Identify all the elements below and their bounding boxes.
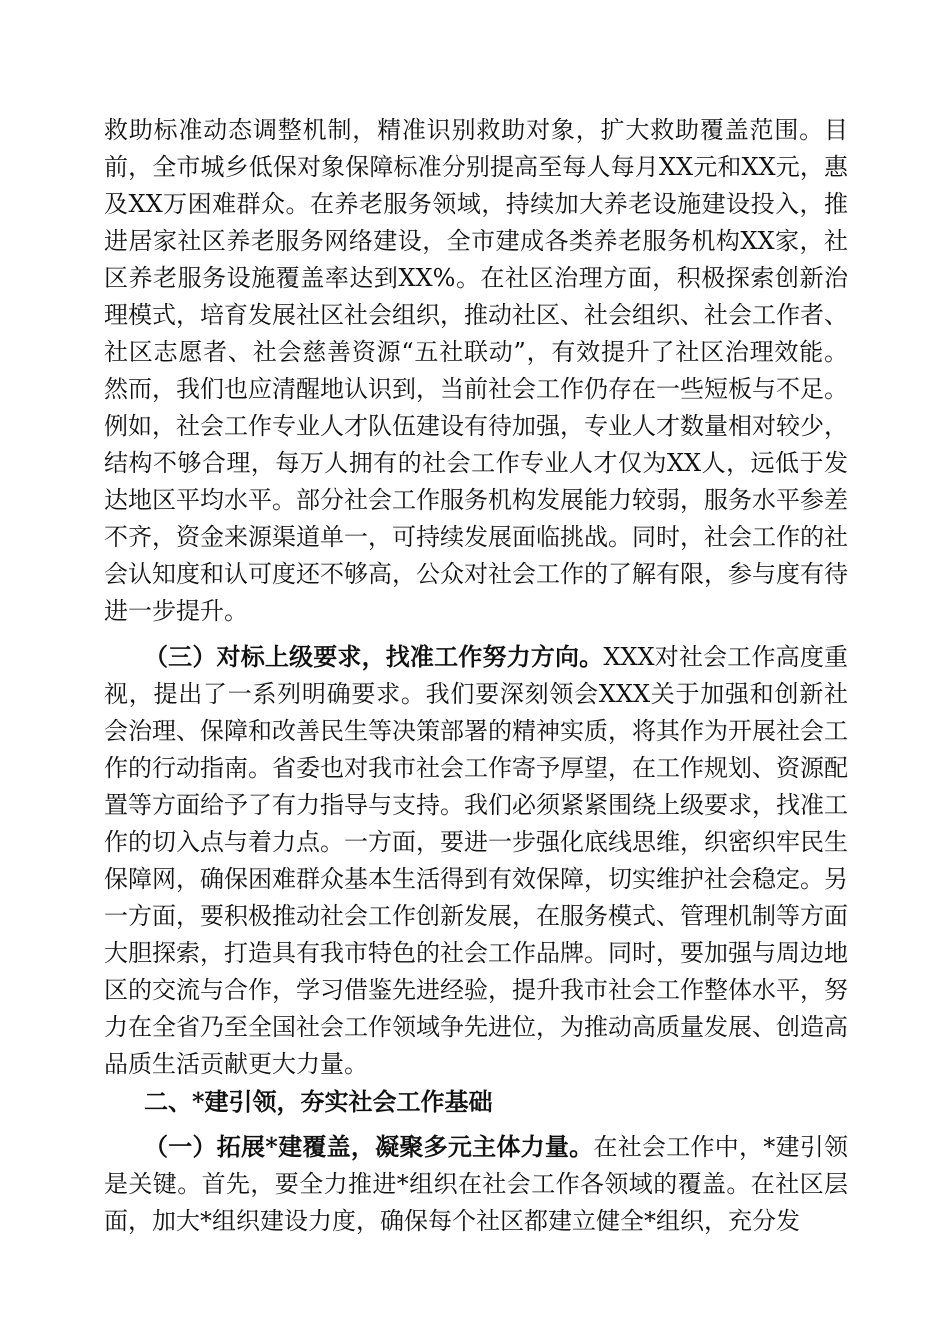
section-1-lead-heading: （一）拓展*建覆盖，凝聚多元主体力量。 bbox=[144, 1132, 594, 1161]
body-paragraph-1: 救助标准动态调整机制，精准识别救助对象，扩大救助覆盖范围。目前，全市城乡低保对象保障标准分别提高至每人每月XX元和XX元，惠及XX万困难群众。在养老服务领域，持续加大养老设施建设投入，推进居家社区养老服务网络建设，全市建成各类养老服务机构XX家，社区养老服务设施覆盖率达到XX%。在社区治理方面，积极探索创新治理模式，培育发展社区社会组织，推动社区、社会组织、社会工作者、社区志愿者、社会慈善资源“五社联动”，有效提升了社区治理效能。然而，我们也应清醒地认识到，当前社会工作仍存在一些短板与不足。例如，社会工作专业人才队伍建设有待加强，专业人才数量相对较少，结构不够合理，每万人拥有的社会工作专业人才仅为XX人，远低于发达地区平均水平。部分社会工作服务机构发展能力较弱，服务水平参差不齐，资金来源渠道单一，可持续发展面临挑战。同时，社会工作的社会认知度和认可度还不够高，公众对社会工作的了解有限，参与度有待进一步提升。 bbox=[104, 116, 848, 625]
body-paragraph-2 bbox=[104, 638, 848, 1083]
section-3-lead-heading: （三）对标上级要求，找准工作努力方向。 bbox=[144, 642, 604, 671]
body-paragraph-3 bbox=[104, 1128, 848, 1240]
section-3-body: XXX对社会工作高度重视，提出了一系列明确要求。我们要深刻领会XXX关于加强和创新社会治理、保障和改善民生等决策部署的精神实质，将其作为开展社会工作的行动指南。省委也对我市社会工作寄予厚望，在工作规划、资源配置等方面给予了有力指导与支持。我们必须紧紧围绕上级要求，找准工作的切入点与着力点。一方面，要进一步强化底线思维，织密织牢民生保障网，确保困难群众基本生活得到有效保障，切实维护社会稳定。另一方面，要积极推动社会工作创新发展，在服务模式、管理机制等方面大胆探索，打造具有我市特色的社会工作品牌。同时，要加强与周边地区的交流与合作，学习借鉴先进经验，提升我市社会工作整体水平，努力在全省乃至全国社会工作领域争先进位，为推动高质量发展、创造高品质生活贡献更大力量。 bbox=[104, 643, 849, 1078]
document-page bbox=[104, 112, 848, 1240]
chapter-2-heading: 二、*建引领，夯实社会工作基础 bbox=[144, 1087, 493, 1116]
section-1-body: 在社会工作中，*建引领是关键。首先，要全力推进*组织在社会工作各领域的覆盖。在社区层面，加大*组织建设力度，确保每个社区都建立健全*组织，充分发 bbox=[104, 1133, 849, 1235]
